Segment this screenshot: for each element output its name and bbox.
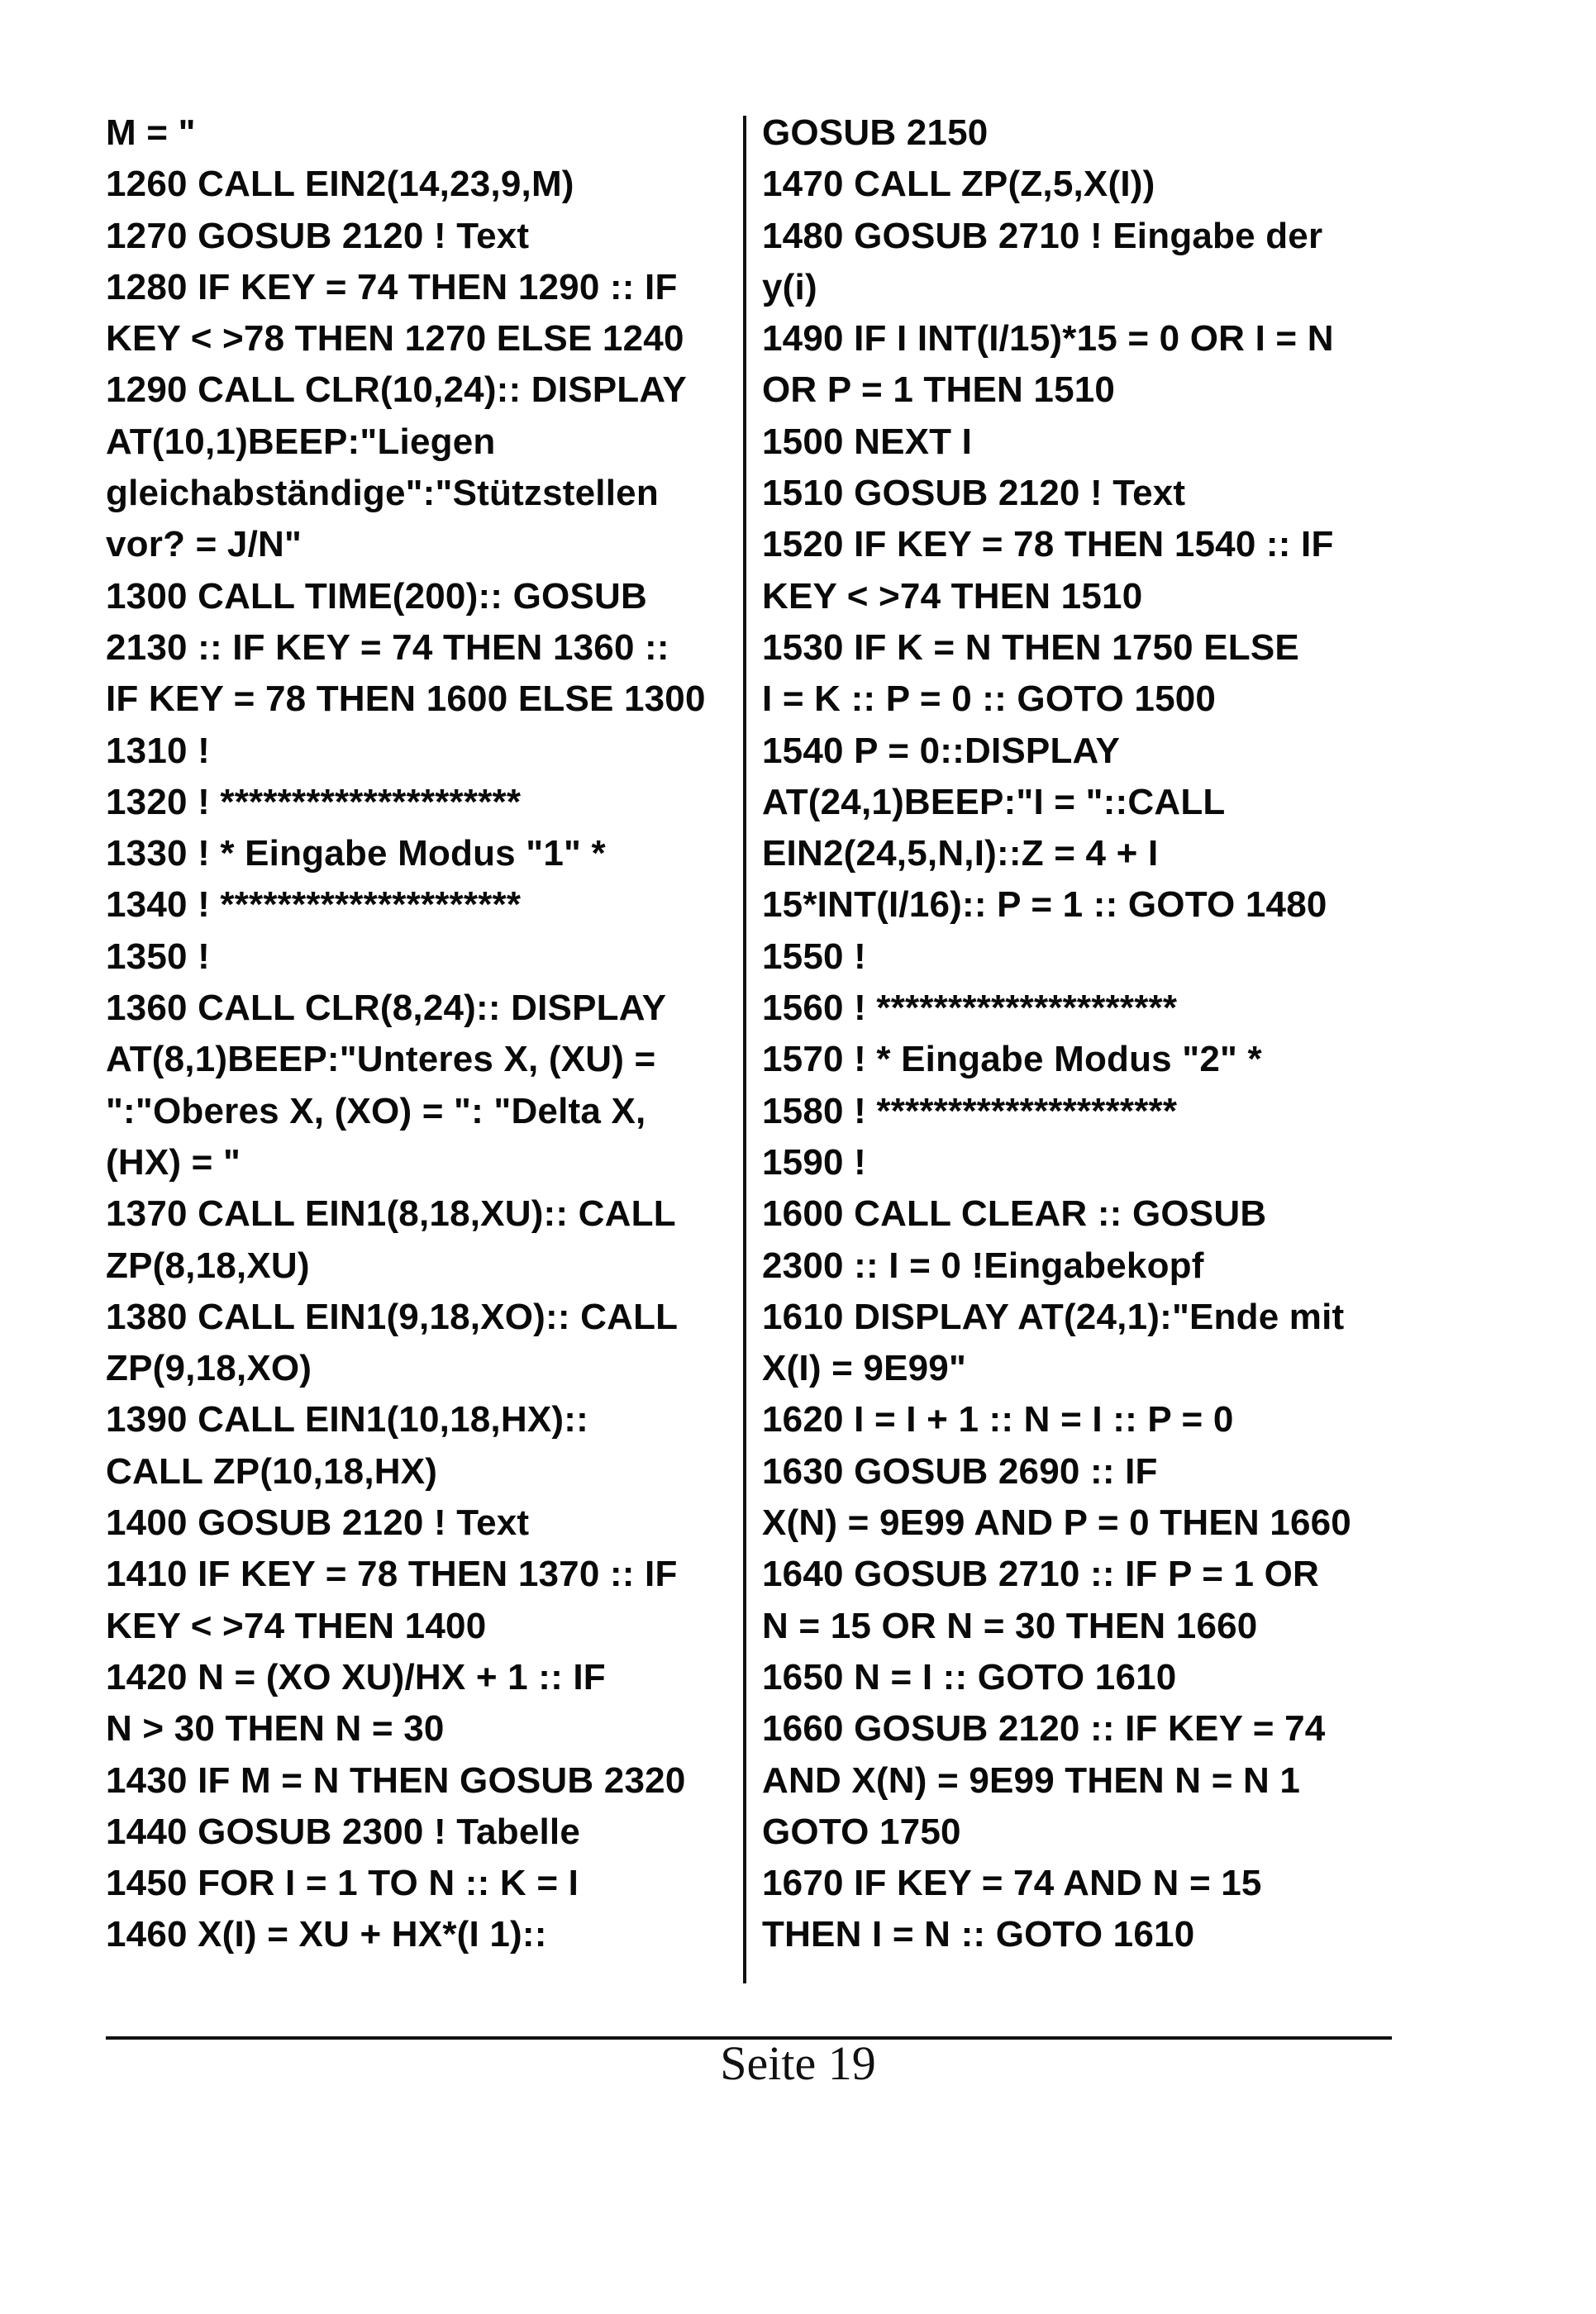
code-line: KEY < >74 THEN 1400	[106, 1605, 487, 1646]
code-line: 1640 GOSUB 2710 :: IF P = 1 OR	[762, 1554, 1320, 1595]
code-line: 2300 :: I = 0 !Eingabekopf	[762, 1245, 1204, 1286]
code-line: 15*INT(I/16):: P = 1 :: GOTO 1480	[762, 884, 1327, 926]
code-line: KEY < >74 THEN 1510	[762, 575, 1143, 617]
code-line: 1600 CALL CLEAR :: GOSUB	[762, 1193, 1267, 1235]
code-line: N = 15 OR N = 30 THEN 1660	[762, 1605, 1258, 1646]
code-line: M = "	[106, 112, 196, 153]
code-line: AT(10,1)BEEP:"Liegen	[106, 421, 496, 462]
code-line: 1430 IF M = N THEN GOSUB 2320	[106, 1759, 686, 1801]
code-line: 1510 GOSUB 2120 ! Text	[762, 473, 1186, 514]
code-line: 1490 IF I INT(I/15)*15 = 0 OR I = N	[762, 318, 1334, 359]
code-line: I = K :: P = 0 :: GOTO 1500	[762, 678, 1217, 720]
code-line: ZP(9,18,XO)	[106, 1348, 312, 1389]
code-line: 1370 CALL EIN1(8,18,XU):: CALL	[106, 1193, 676, 1235]
code-line: 1620 I = I + 1 :: N = I :: P = 0	[762, 1399, 1234, 1440]
code-line: 1540 P = 0::DISPLAY	[762, 730, 1121, 771]
code-line: 1650 N = I :: GOTO 1610	[762, 1656, 1177, 1697]
code-line: 1420 N = (XO XU)/HX + 1 :: IF	[106, 1656, 606, 1697]
code-line: 1570 ! * Eingabe Modus "2" *	[762, 1039, 1262, 1080]
code-line: 1410 IF KEY = 78 THEN 1370 :: IF	[106, 1554, 678, 1595]
code-line: 1450 FOR I = 1 TO N :: K = I	[106, 1863, 579, 1904]
code-line: EIN2(24,5,N,I)::Z = 4 + I	[762, 833, 1159, 874]
code-line: 1500 NEXT I	[762, 421, 973, 462]
code-line: 1300 CALL TIME(200):: GOSUB	[106, 575, 647, 617]
code-line: 1440 GOSUB 2300 ! Tabelle	[106, 1811, 581, 1852]
code-line: X(N) = 9E99 AND P = 0 THEN 1660	[762, 1502, 1351, 1544]
code-line: IF KEY = 78 THEN 1600 ELSE 1300	[106, 678, 706, 720]
code-line: 1350 !	[106, 936, 210, 977]
code-line: 1470 CALL ZP(Z,5,X(I))	[762, 164, 1155, 205]
code-line: gleichabständige":"Stützstellen	[106, 473, 659, 514]
left-code-column	[106, 107, 734, 1961]
code-line: 1550 !	[762, 936, 866, 977]
code-line: 1340 ! *********************	[106, 884, 522, 926]
code-line: CALL ZP(10,18,HX)	[106, 1450, 438, 1492]
code-line: 1260 CALL EIN2(14,23,9,M)	[106, 164, 574, 205]
code-line: AT(8,1)BEEP:"Unteres X, (XU) =	[106, 1039, 656, 1080]
code-line: THEN I = N :: GOTO 1610	[762, 1914, 1195, 1955]
code-line: 1590 !	[762, 1141, 866, 1183]
column-divider	[743, 116, 746, 1983]
code-line: 1480 GOSUB 2710 ! Eingabe der	[762, 215, 1323, 256]
code-line: 1670 IF KEY = 74 AND N = 15	[762, 1863, 1262, 1904]
code-line: 1530 IF K = N THEN 1750 ELSE	[762, 626, 1299, 668]
right-code-column	[762, 107, 1407, 1961]
code-line: KEY < >78 THEN 1270 ELSE 1240	[106, 318, 684, 359]
code-line: 1460 X(I) = XU + HX*(I 1)::	[106, 1914, 547, 1955]
code-line: 1380 CALL EIN1(9,18,XO):: CALL	[106, 1296, 679, 1337]
code-line: 1310 !	[106, 730, 210, 771]
code-line: ZP(8,18,XU)	[106, 1245, 310, 1286]
code-line: ":"Oberes X, (XO) = ": "Delta X,	[106, 1090, 646, 1131]
code-line: 1280 IF KEY = 74 THEN 1290 :: IF	[106, 266, 678, 307]
code-line: 1630 GOSUB 2690 :: IF	[762, 1450, 1158, 1492]
code-line: 1270 GOSUB 2120 ! Text	[106, 215, 530, 256]
code-line: AT(24,1)BEEP:"I = "::CALL	[762, 781, 1226, 822]
code-line: 1610 DISPLAY AT(24,1):"Ende mit	[762, 1296, 1345, 1337]
code-line: X(I) = 9E99"	[762, 1348, 967, 1389]
code-line: 1660 GOSUB 2120 :: IF KEY = 74	[762, 1708, 1326, 1750]
code-line: y(i)	[762, 266, 817, 307]
code-line: 1330 ! * Eingabe Modus "1" *	[106, 833, 606, 874]
code-line: GOSUB 2150	[762, 112, 989, 153]
code-line: OR P = 1 THEN 1510	[762, 369, 1116, 411]
code-line: AND X(N) = 9E99 THEN N = N 1	[762, 1759, 1301, 1801]
code-line: 2130 :: IF KEY = 74 THEN 1360 ::	[106, 626, 669, 668]
code-line: 1360 CALL CLR(8,24):: DISPLAY	[106, 988, 667, 1029]
code-line: 1400 GOSUB 2120 ! Text	[106, 1502, 530, 1544]
code-line: 1290 CALL CLR(10,24):: DISPLAY	[106, 369, 687, 411]
code-line: vor? = J/N"	[106, 524, 303, 565]
page-number: Seite 19	[720, 2036, 876, 2090]
code-line: 1520 IF KEY = 78 THEN 1540 :: IF	[762, 524, 1334, 565]
code-line: (HX) = "	[106, 1141, 241, 1183]
code-line: 1390 CALL EIN1(10,18,HX)::	[106, 1399, 588, 1440]
code-line: 1320 ! *********************	[106, 781, 522, 822]
code-line: GOTO 1750	[762, 1811, 961, 1852]
code-line: 1580 ! *********************	[762, 1090, 1178, 1131]
code-line: N > 30 THEN N = 30	[106, 1708, 445, 1750]
code-line: 1560 ! *********************	[762, 988, 1178, 1029]
